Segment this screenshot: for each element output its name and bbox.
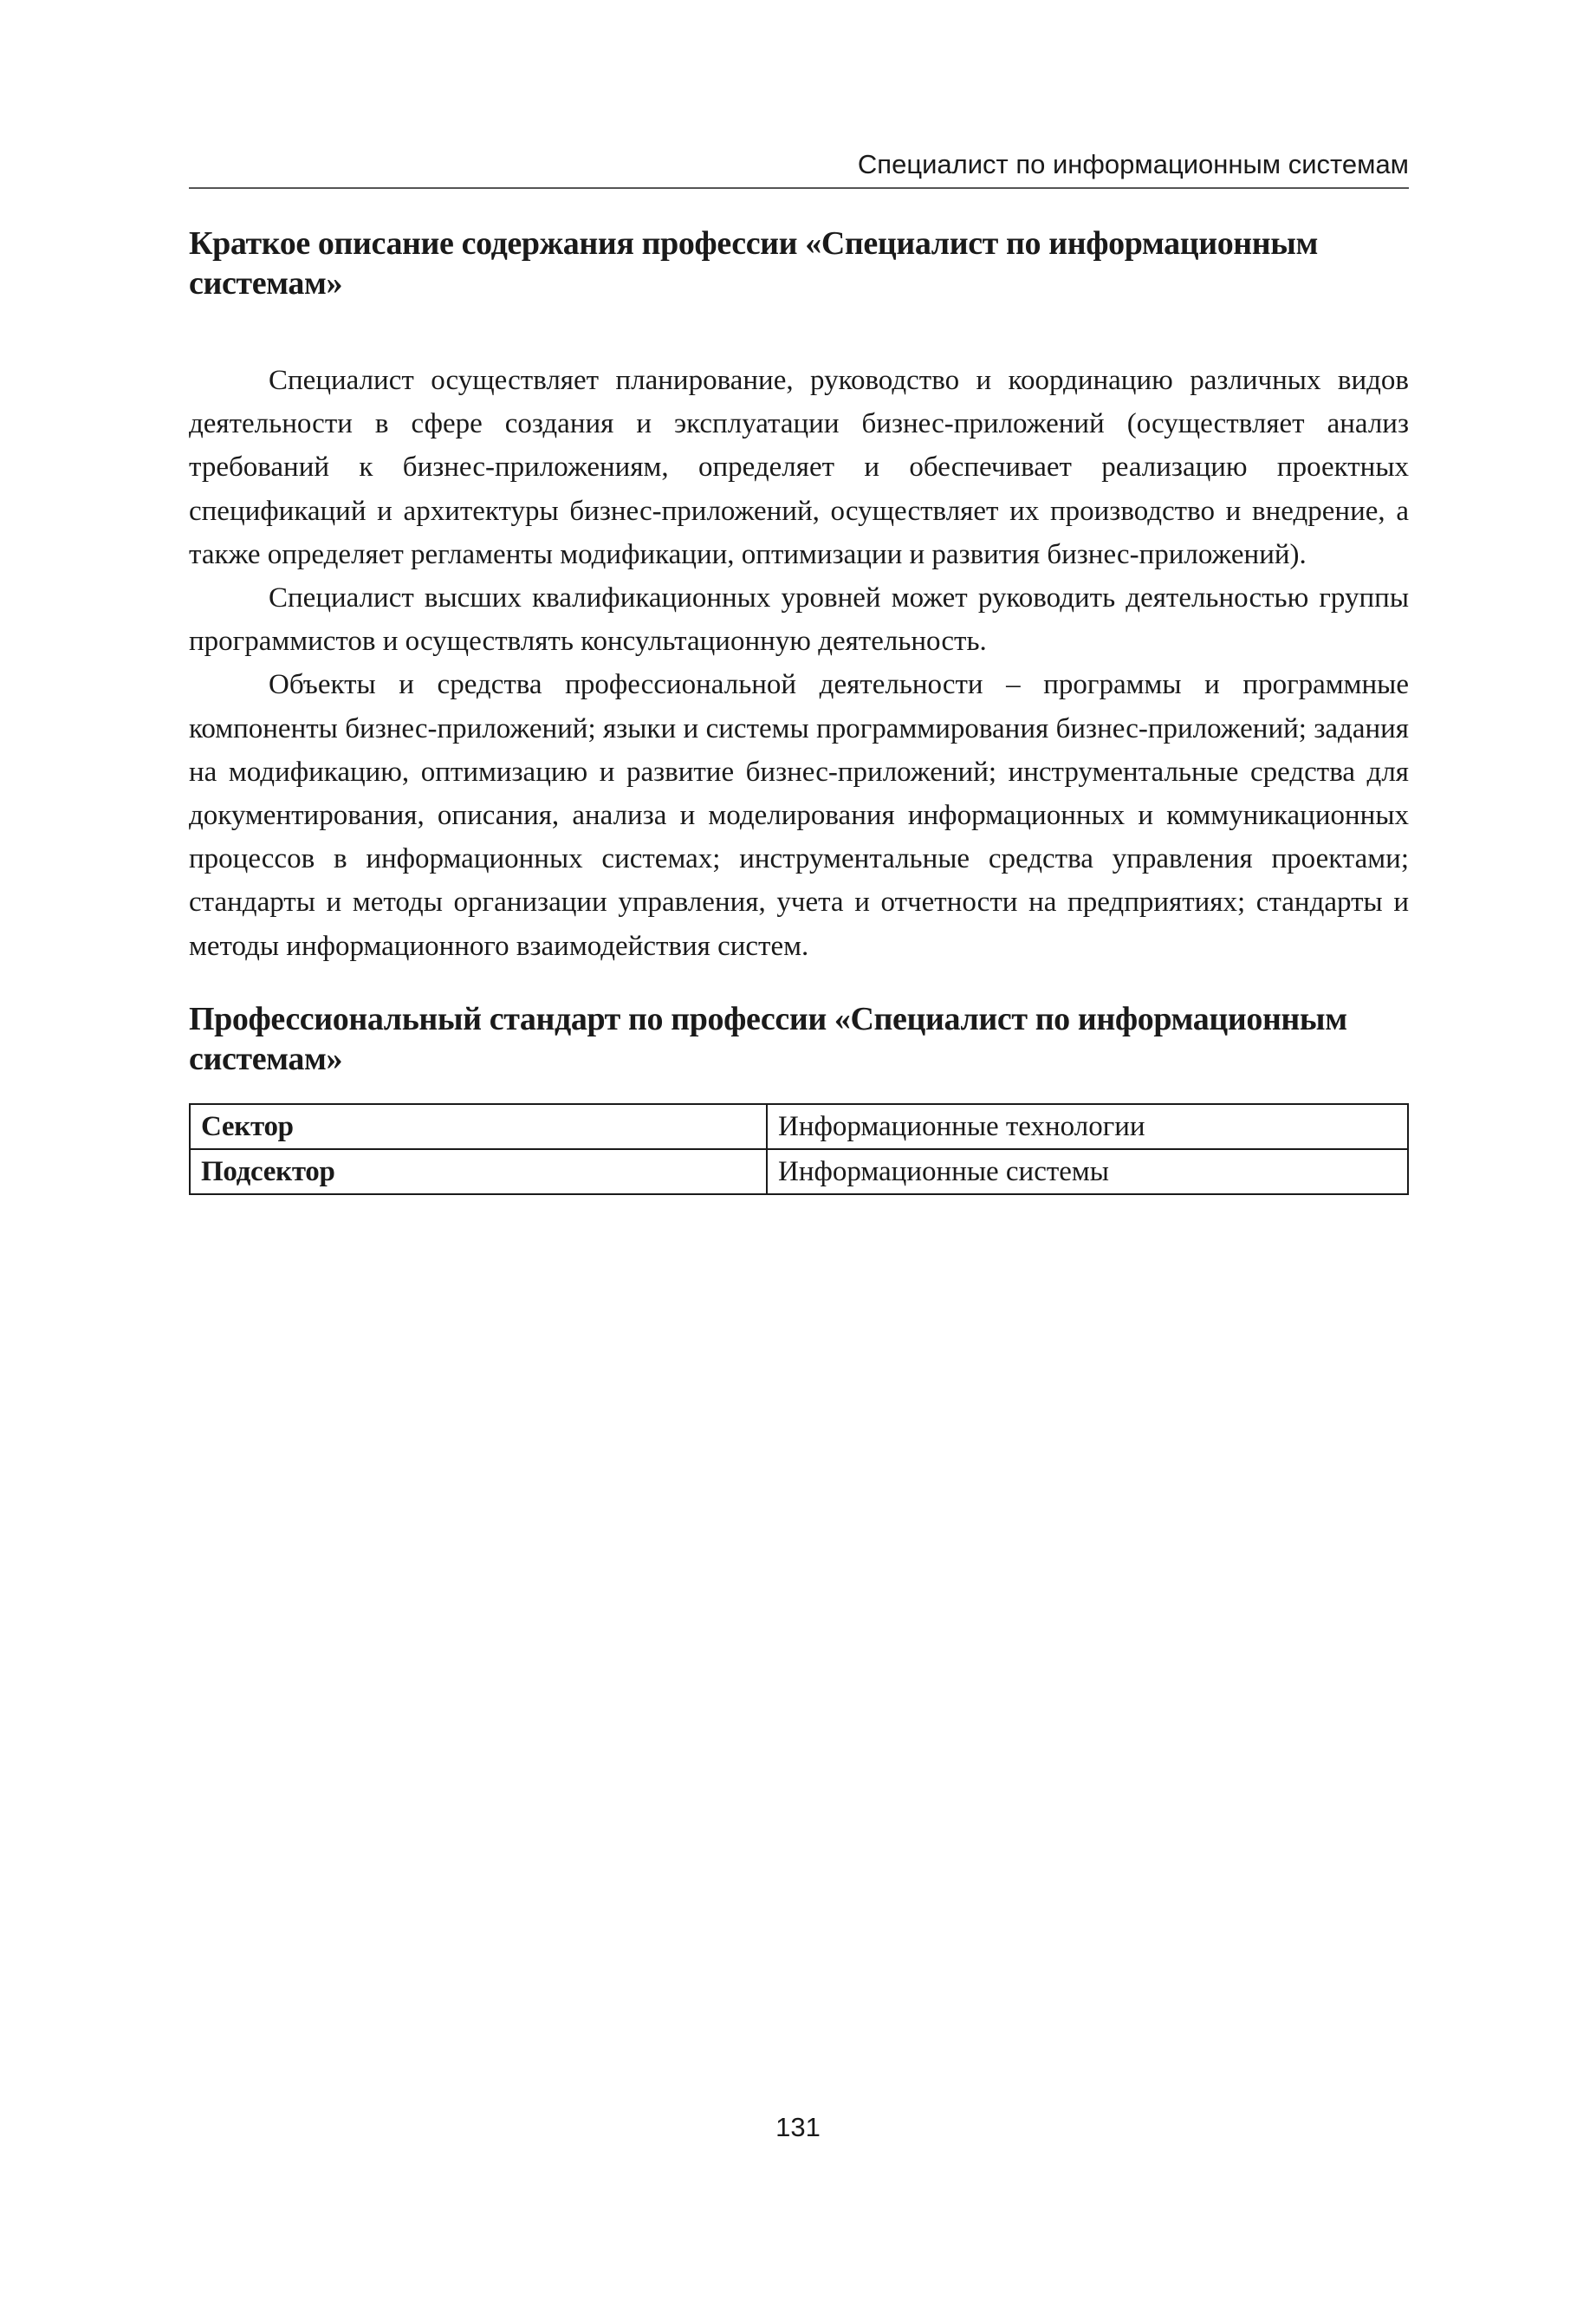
table-value-cell: Информационные технологии (767, 1104, 1408, 1149)
paragraph: Специалист высших квалификационных уровней может руководить деятельностью группы программистов и осуществлять консультационную деятельность. (189, 582, 1409, 658)
page-number: 131 (775, 2112, 821, 2142)
table-row (190, 1104, 1408, 1149)
paragraph: Объекты и средства профессиональной деятельности – программы и программные компоненты бизнес-приложений; языки и системы программирования бизнес-приложений; задания на модификацию, оптимизацию и развитие бизнес-приложений; инструментальные средства для документирования, описания, анализа и моделирования информационных и коммуникационных процессов в информационных системах; инструментальные средства управления проектами; стандарты и методы организации управления, учета и отчетности на предприятиях; стандарты и методы информационного взаимодействия систем. (189, 669, 1409, 962)
page-content (189, 224, 1409, 1195)
section-title-description: Краткое описание содержания профессии «Специалист по информационным системам» (189, 225, 1319, 302)
standard-table (189, 1103, 1409, 1195)
description-body (189, 359, 1409, 968)
table-row (190, 1149, 1408, 1194)
table-value-cell: Информационные системы (767, 1149, 1408, 1194)
table-key-cell: Подсектор (190, 1149, 767, 1194)
paragraph: Специалист осуществляет планирование, руководство и координацию различных видов деятельности в сфере создания и эксплуатации бизнес-приложений (осуществляет анализ требований к бизнес-приложениям, определяет и обеспечивает реализацию проектных спецификаций и архитектуры бизнес-приложений, осуществляет их производство и внедрение, а также определяет регламенты модификации, оптимизации и развития бизнес-приложений). (189, 365, 1409, 570)
section-title-standard: Профессиональный стандарт по профессии «Специалист по информационным системам» (189, 1000, 1347, 1077)
running-header: Специалист по информационным системам (189, 146, 1409, 189)
table-key-cell: Сектор (190, 1104, 767, 1149)
